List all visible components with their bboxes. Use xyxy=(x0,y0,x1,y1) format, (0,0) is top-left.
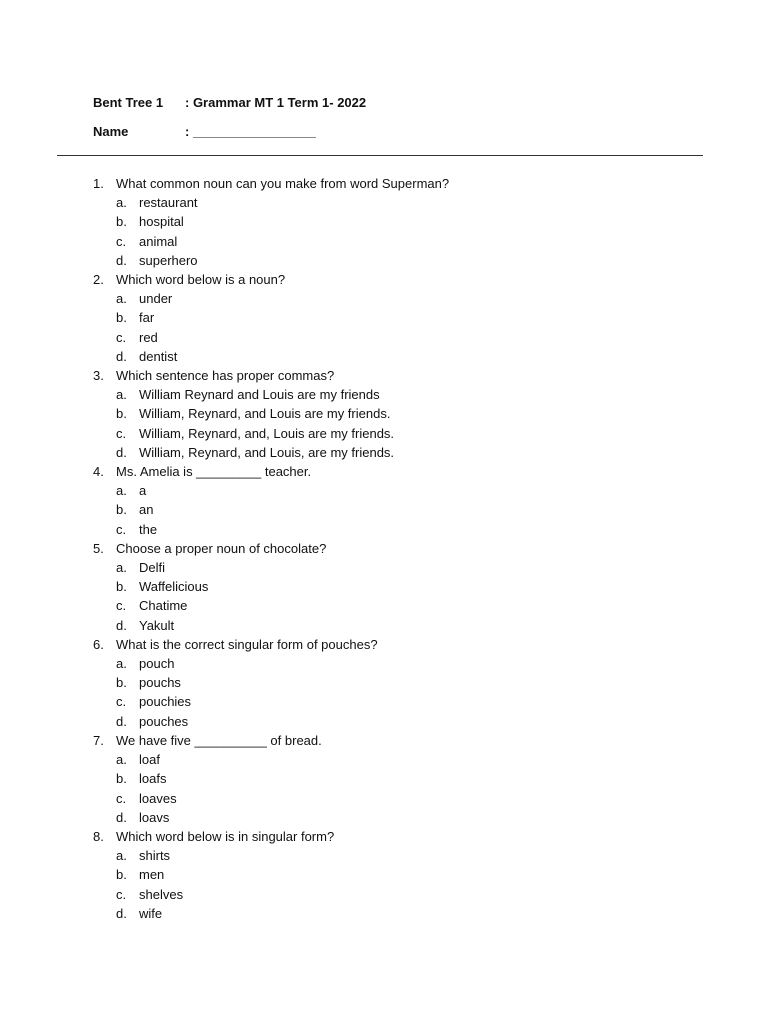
option-text: pouchies xyxy=(139,694,192,710)
option-letter: a. xyxy=(116,195,127,211)
option-text: loavs xyxy=(139,809,170,825)
option-list xyxy=(93,289,449,366)
option-letter: a. xyxy=(116,291,127,307)
option-text: pouchs xyxy=(139,675,181,691)
answer-option xyxy=(116,846,449,865)
option-letter: c. xyxy=(116,790,127,806)
question-list xyxy=(93,174,449,923)
answer-option xyxy=(116,232,449,251)
answer-option xyxy=(116,500,449,519)
option-text: Delfi xyxy=(139,560,166,576)
answer-option xyxy=(116,404,449,423)
option-letter: a. xyxy=(116,752,127,768)
option-text: William Reynard and Louis are my friends xyxy=(139,387,380,403)
option-letter: d. xyxy=(116,905,127,921)
answer-option xyxy=(116,654,449,673)
question-number: 4. xyxy=(93,464,104,480)
question-text: Which word below is in singular form? xyxy=(116,828,335,844)
answer-option xyxy=(116,885,449,904)
option-text: dentist xyxy=(139,348,178,364)
option-list xyxy=(93,750,449,827)
option-letter: b. xyxy=(116,675,127,691)
option-letter: a. xyxy=(116,848,127,864)
option-text: wife xyxy=(139,905,163,921)
school-name: Bent Tree 1 xyxy=(93,95,164,110)
question-text: What is the correct singular form of pouches? xyxy=(116,636,378,652)
question-text: Ms. Amelia is _________ teacher. xyxy=(116,464,312,480)
answer-option xyxy=(116,616,449,635)
option-letter: a. xyxy=(116,387,127,403)
question-text: We have five __________ of bread. xyxy=(116,732,322,748)
option-letter: b. xyxy=(116,310,127,326)
answer-option xyxy=(116,750,449,769)
answer-option xyxy=(116,692,449,711)
question-number: 2. xyxy=(93,272,104,288)
option-list xyxy=(93,193,449,270)
option-text: men xyxy=(139,867,165,883)
option-text: William, Reynard, and Louis, are my friends. xyxy=(139,444,395,460)
exam-title: : Grammar MT 1 Term 1- 2022 xyxy=(185,95,367,110)
answer-option xyxy=(116,385,449,404)
answer-option xyxy=(116,558,449,577)
question-item xyxy=(93,731,449,827)
answer-option xyxy=(116,424,449,443)
option-text: a xyxy=(139,483,147,499)
option-text: far xyxy=(139,310,155,326)
question-item xyxy=(93,539,449,635)
question-text: Which sentence has proper commas? xyxy=(116,368,335,384)
option-text: pouches xyxy=(139,713,189,729)
option-letter: c. xyxy=(116,598,127,614)
answer-option xyxy=(116,481,449,500)
option-list xyxy=(93,846,449,923)
option-letter: d. xyxy=(116,713,127,729)
option-text: red xyxy=(139,329,158,345)
answer-option xyxy=(116,712,449,731)
answer-option xyxy=(116,808,449,827)
option-letter: b. xyxy=(116,579,127,595)
answer-option xyxy=(116,904,449,923)
option-text: shelves xyxy=(139,886,184,902)
option-text: Yakult xyxy=(139,617,175,633)
option-letter: c. xyxy=(116,425,127,441)
document-header xyxy=(93,88,366,146)
answer-option xyxy=(116,289,449,308)
option-letter: c. xyxy=(116,233,127,249)
question-line xyxy=(93,827,449,846)
answer-option xyxy=(116,443,449,462)
question-item xyxy=(93,635,449,731)
answer-option xyxy=(116,193,449,212)
option-letter: d. xyxy=(116,444,127,460)
option-text: loafs xyxy=(139,771,167,787)
question-item xyxy=(93,462,449,539)
question-item xyxy=(93,174,449,270)
question-number: 5. xyxy=(93,540,104,556)
option-text: William, Reynard, and Louis are my friends. xyxy=(139,406,391,422)
option-letter: c. xyxy=(116,521,127,537)
option-text: the xyxy=(139,521,158,537)
answer-option xyxy=(116,308,449,327)
option-letter: b. xyxy=(116,502,127,518)
answer-option xyxy=(116,251,449,270)
option-text: loaf xyxy=(139,752,160,768)
option-letter: b. xyxy=(116,214,127,230)
option-letter: c. xyxy=(116,886,127,902)
option-letter: c. xyxy=(116,329,127,345)
question-text: Which word below is a noun? xyxy=(116,272,286,288)
answer-option xyxy=(116,865,449,884)
question-number: 6. xyxy=(93,636,104,652)
option-text: shirts xyxy=(139,848,171,864)
header-name-row xyxy=(93,117,366,146)
option-text: loaves xyxy=(139,790,177,806)
option-text: restaurant xyxy=(139,195,198,211)
question-line xyxy=(93,174,449,193)
answer-option xyxy=(116,673,449,692)
option-text: Waffelicious xyxy=(139,579,209,595)
answer-option xyxy=(116,789,449,808)
option-list xyxy=(93,481,449,539)
header-title-row xyxy=(93,88,366,117)
answer-option xyxy=(116,520,449,539)
question-number: 8. xyxy=(93,828,104,844)
question-line xyxy=(93,270,449,289)
option-text: under xyxy=(139,291,173,307)
option-letter: b. xyxy=(116,867,127,883)
option-text: Chatime xyxy=(139,598,188,614)
answer-option xyxy=(116,328,449,347)
answer-option xyxy=(116,577,449,596)
option-letter: a. xyxy=(116,483,127,499)
question-line xyxy=(93,366,449,385)
option-letter: b. xyxy=(116,771,127,787)
question-text: Choose a proper noun of chocolate? xyxy=(116,540,327,556)
question-number: 1. xyxy=(93,176,104,191)
question-number: 7. xyxy=(93,732,104,748)
option-letter: d. xyxy=(116,252,127,268)
option-letter: d. xyxy=(116,809,127,825)
question-line xyxy=(93,539,449,558)
answer-option xyxy=(116,212,449,231)
option-letter: a. xyxy=(116,560,127,576)
option-list xyxy=(93,654,449,731)
option-letter: d. xyxy=(116,617,127,633)
question-line xyxy=(93,462,449,481)
name-label: Name xyxy=(93,124,129,139)
question-line xyxy=(93,731,449,750)
option-text: superhero xyxy=(139,252,198,268)
answer-option xyxy=(116,596,449,615)
option-list xyxy=(93,385,449,462)
option-list xyxy=(93,558,449,635)
option-letter: a. xyxy=(116,656,127,672)
name-blank: : _________________ xyxy=(185,124,316,139)
option-letter: c. xyxy=(116,694,127,710)
answer-option xyxy=(116,769,449,788)
question-item xyxy=(93,827,449,923)
option-text: animal xyxy=(139,233,178,249)
header-divider xyxy=(57,155,703,156)
option-text: hospital xyxy=(139,214,184,230)
question-line xyxy=(93,635,449,654)
option-text: an xyxy=(139,502,154,518)
question-item xyxy=(93,270,449,366)
option-letter: b. xyxy=(116,406,127,422)
question-number: 3. xyxy=(93,368,104,384)
option-text: pouch xyxy=(139,656,175,672)
answer-option xyxy=(116,347,449,366)
option-letter: d. xyxy=(116,348,127,364)
option-text: William, Reynard, and, Louis are my friends. xyxy=(139,425,395,441)
question-text: What common noun can you make from word Superman? xyxy=(116,176,450,191)
question-item xyxy=(93,366,449,462)
